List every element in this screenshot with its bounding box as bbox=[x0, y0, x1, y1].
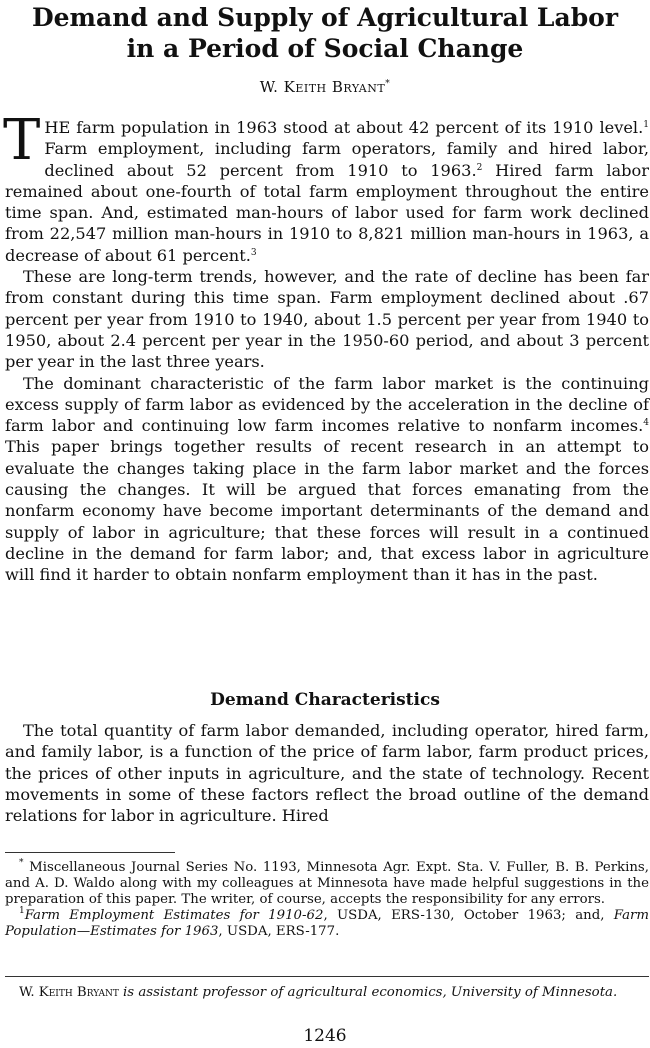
footnote-ref-4: 4 bbox=[643, 418, 649, 429]
footnotes bbox=[5, 860, 649, 940]
author-bio bbox=[5, 985, 649, 1001]
footnote-1: $^1$Farm Employment Estimates for 1910-62, USDA, ERS-130, October 1963; and, Farm Population—Estimates for 1963, USDA, ERS-177. bbox=[5, 906, 649, 939]
section-heading: Demand Characteristics bbox=[210, 690, 440, 710]
body-text-continued bbox=[5, 720, 649, 826]
paragraph-4: The total quantity of farm labor demanded, including operator, hired farm, and family labor, is a function of the price of farm labor, farm product prices, the prices of other inputs in agriculture, and the state of technology. Recent movements in some of these factors reflect the broad outline of the demand relations for labor in agriculture. Hired bbox=[5, 721, 649, 826]
footnote-divider bbox=[5, 852, 175, 853]
author-footnote-mark: * bbox=[385, 79, 391, 89]
footnote-ref-1: 1 bbox=[643, 120, 649, 130]
drop-cap: T bbox=[3, 108, 41, 173]
bio-divider bbox=[5, 976, 649, 977]
footnote-ref-3: 3 bbox=[250, 247, 257, 258]
footnote-ref-2: 2 bbox=[476, 162, 483, 173]
title-line-1: Demand and Supply of Agricultural Labor bbox=[31, 3, 619, 32]
title-line-2: in a Period of Social Change bbox=[126, 34, 524, 63]
footnote-star: * Miscellaneous Journal Series No. 1193, Minnesota Agr. Expt. Sta. V. Fuller, B. B. Perkins, and A. D. Waldo along with my colleagues at Minnesota have made helpful suggestions in the preparation of this paper. The writer, of course, accepts the responsibility for any errors. bbox=[5, 858, 649, 907]
paragraph-2: These are long-term trends, however, and the rate of decline has been far from constant during this time span. Farm employment declined about .67 percent per year from 1910 to 1940, about 1.5 percent per year from 1940 to 1950, about 2.4 percent per year in the 1950-60 period, and about 3 percent per year in the last three years. bbox=[5, 267, 649, 372]
page-number: 1246 bbox=[303, 1026, 347, 1046]
author-name: W. Keith Bryant bbox=[259, 78, 386, 96]
paragraph-3: The dominant characteristic of the farm labor market is the continuing excess supply of farm labor as evidenced by the acceleration in the decline of farm labor and continuing low farm incomes relative to nonfarm incomes.$^4$ This paper brings together results of recent research in an attempt to evaluate the changes taking place in the farm labor market and the forces causing the changes. It will be argued that forces emanating from the nonfarm economy have become important determinants of the demand and supply of labor in agriculture; that these forces will result in a continued decline in the demand for farm labor; and, that excess labor in agriculture will find it harder to obtain nonfarm employment than it has in the past. bbox=[5, 373, 649, 585]
bio-author-name: W. Keith Bryant bbox=[19, 985, 119, 1000]
body-text bbox=[3, 108, 649, 586]
article-title bbox=[0, 2, 650, 64]
author-line bbox=[0, 78, 650, 96]
paragraph-1: THE farm population in 1963 stood at about 42 percent of its 1910 level.$^1$ Farm employment, including farm operators, family and hired labor, declined about 52 percent from 1910 to 1963.$^2$ Hired farm labor remained about one-fourth of total farm employment throughout the entire time span. And, estimated man-hours of labor used for farm work declined from 22,547 million man-hours in 1910 to 8,821 million man-hours in 1963, a decrease of about 61 percent.$^3$ bbox=[3, 108, 649, 265]
bio-text: is assistant professor of agricultural economics, University of Minnesota. bbox=[118, 985, 618, 1000]
